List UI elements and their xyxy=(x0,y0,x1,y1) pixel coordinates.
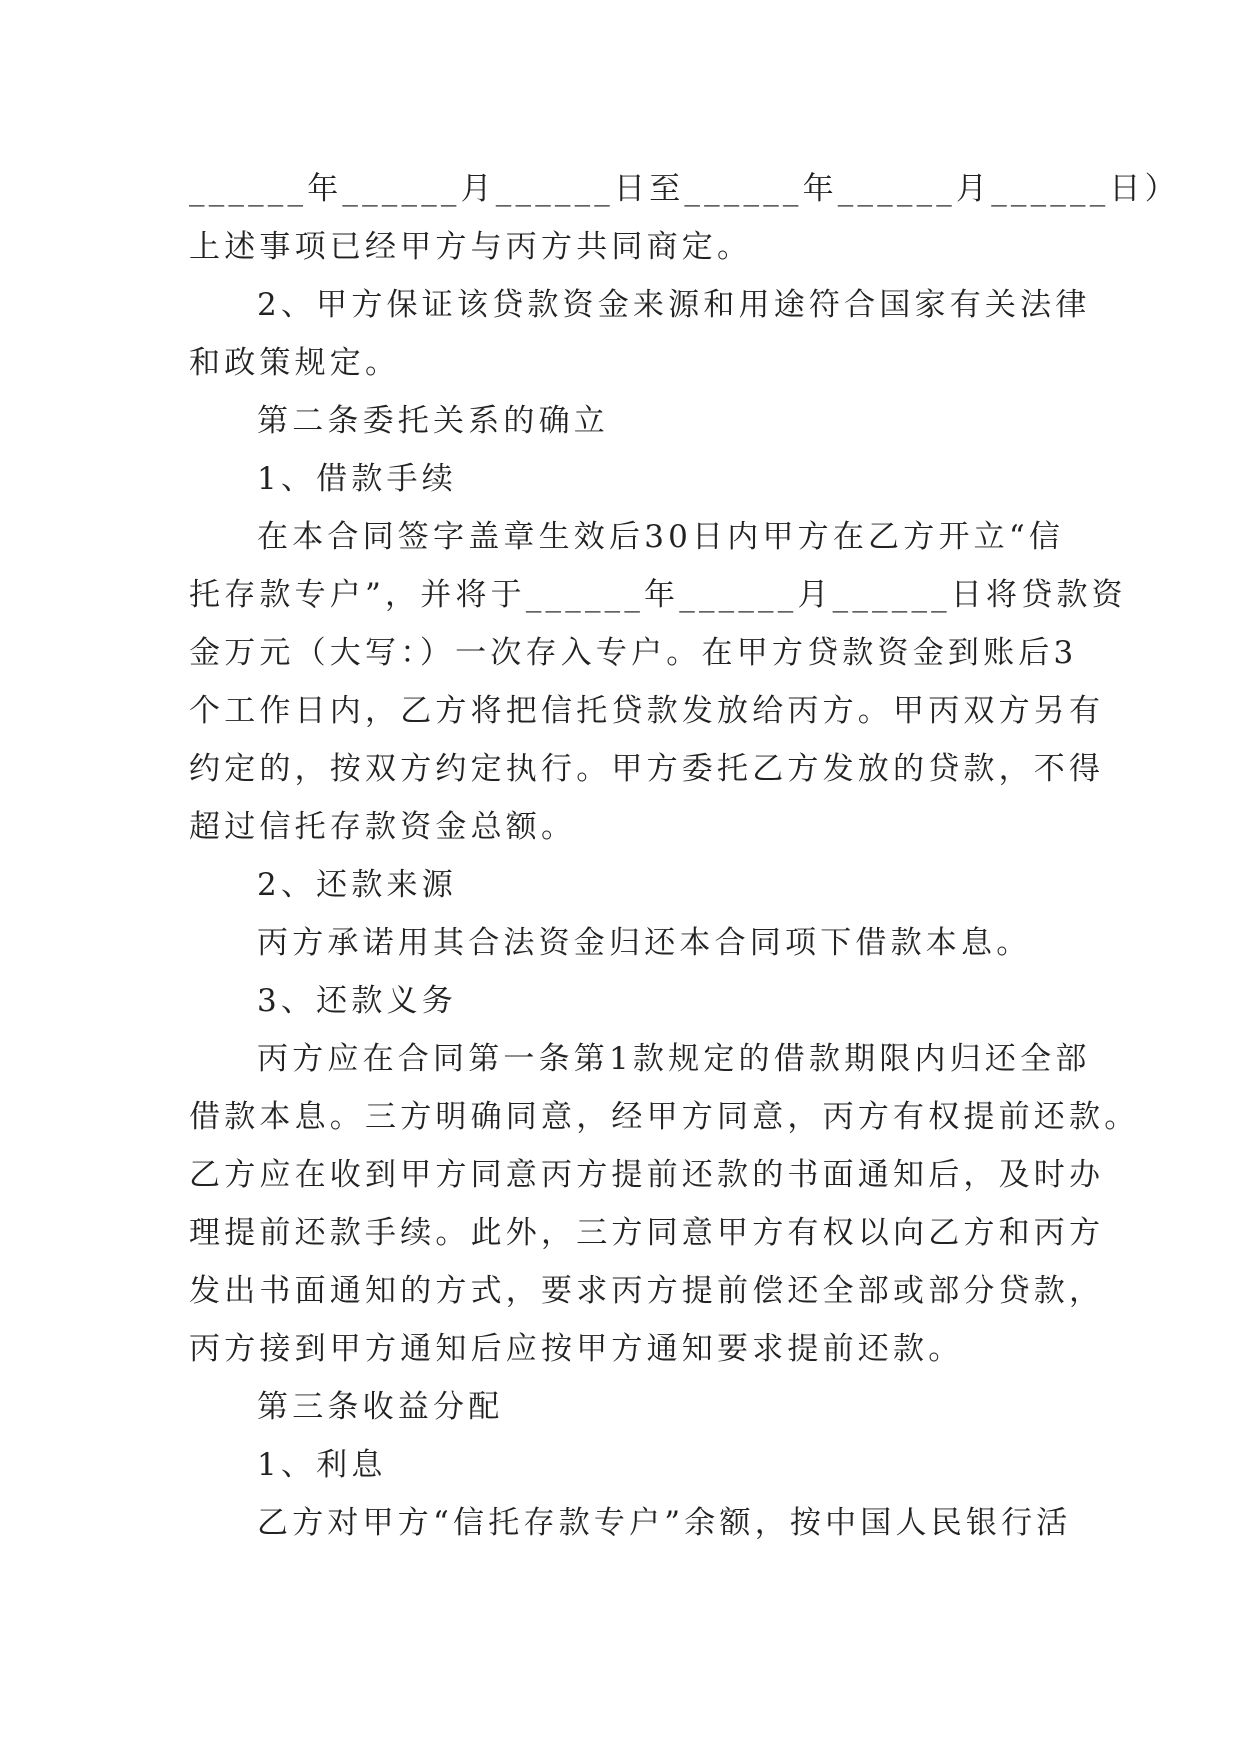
text-line: 乙方对甲方“信托存款专户”余额，按中国人民银行活 xyxy=(257,1505,1072,1541)
text-line: 理提前还款手续。此外，三方同意甲方有权以向乙方和丙方 xyxy=(189,1215,1105,1251)
text-line: 丙方承诺用其合法资金归还本合同项下借款本息。 xyxy=(257,925,1032,961)
text-line: 发出书面通知的方式，要求丙方提前偿还全部或部分贷款， xyxy=(189,1273,1105,1309)
text-line: 和政策规定。 xyxy=(189,345,401,381)
text-line: 借款本息。三方明确同意，经甲方同意，丙方有权提前还款。 xyxy=(189,1099,1140,1135)
text-line: 超过信托存款资金总额。 xyxy=(189,809,577,845)
text-line: 个工作日内，乙方将把信托贷款发放给丙方。甲丙双方另有 xyxy=(189,693,1105,729)
text-line: 约定的，按双方约定执行。甲方委托乙方发放的贷款，不得 xyxy=(189,751,1105,787)
section-heading: 第三条收益分配 xyxy=(257,1389,504,1425)
text-line: 丙方应在合同第一条第1款规定的借款期限内归还全部 xyxy=(257,1041,1091,1077)
text-line: 乙方应在收到甲方同意丙方提前还款的书面通知后，及时办 xyxy=(189,1157,1105,1193)
text-line: 金万元（大写：）一次存入专户。在甲方贷款资金到账后3 xyxy=(189,635,1078,671)
subsection-heading: 3、还款义务 xyxy=(257,983,457,1019)
section-heading: 第二条委托关系的确立 xyxy=(257,403,609,439)
text-line: 托存款专户”，并将于______年______月______日将贷款资 xyxy=(189,577,1127,613)
document-page xyxy=(189,160,1180,1552)
text-line: 上述事项已经甲方与丙方共同商定。 xyxy=(189,229,753,265)
subsection-heading: 1、利息 xyxy=(257,1447,387,1483)
subsection-heading: 1、借款手续 xyxy=(257,461,457,497)
text-line: 在本合同签字盖章生效后30日内甲方在乙方开立“信 xyxy=(257,519,1065,555)
text-line: 2、甲方保证该贷款资金来源和用途符合国家有关法律 xyxy=(257,287,1091,323)
subsection-heading: 2、还款来源 xyxy=(257,867,457,903)
text-line: ______年______月______日至______年______月______日） xyxy=(189,171,1180,207)
text-line: 丙方接到甲方通知后应按甲方通知要求提前还款。 xyxy=(189,1331,964,1367)
